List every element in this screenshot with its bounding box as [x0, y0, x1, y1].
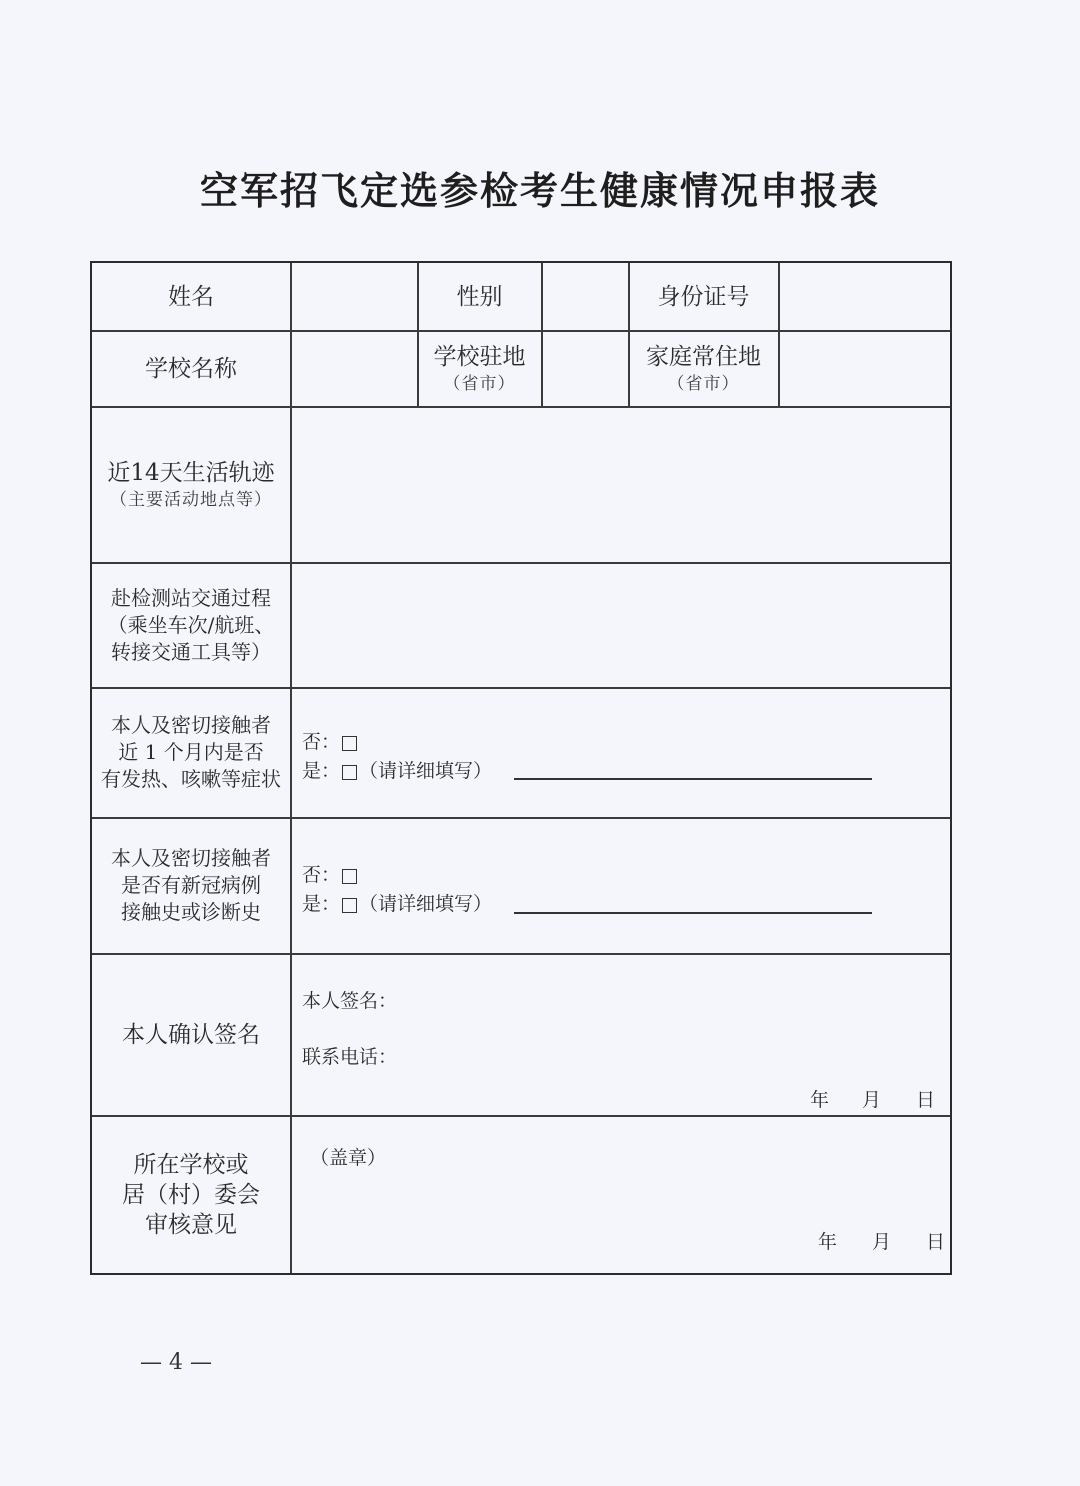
- school-location-field[interactable]: [542, 331, 628, 406]
- trace-label-cell: [92, 407, 290, 562]
- covid-label-line1: 本人及密切接触者: [111, 846, 271, 870]
- school-location-label-cell: [418, 331, 541, 406]
- school-name-label: 学校名称: [145, 355, 237, 382]
- covid-yes-checkbox[interactable]: [342, 898, 357, 913]
- transport-field[interactable]: [291, 563, 949, 687]
- symptom-no-checkbox[interactable]: [342, 736, 357, 751]
- name-label-cell: [92, 263, 290, 330]
- covid-yes-option: [302, 889, 492, 916]
- home-residence-field[interactable]: [779, 331, 949, 406]
- covid-label-line2: 是否有新冠病例: [121, 873, 261, 897]
- transport-label-cell: [92, 563, 290, 687]
- id-number-field[interactable]: [779, 263, 949, 330]
- trace-field[interactable]: [291, 407, 949, 562]
- name-label: 姓名: [168, 283, 214, 310]
- covid-yes-label: 是：: [302, 893, 341, 915]
- symptom-label-line1: 本人及密切接触者: [111, 713, 271, 737]
- covid-yes-note: （请详细填写）: [359, 893, 493, 915]
- covid-no-label: 否：: [302, 864, 341, 886]
- transport-label-line2: （乘坐车次/航班、: [107, 612, 275, 637]
- id-number-label: 身份证号: [657, 283, 750, 310]
- confirm-label-cell: [92, 954, 290, 1115]
- review-label-line2: 居（村）委会: [122, 1182, 260, 1208]
- trace-label: 近14天生活轨迹: [107, 459, 275, 486]
- symptom-yes-label: 是：: [302, 760, 341, 782]
- transport-label-line1: 赴检测站交通过程: [111, 585, 271, 610]
- symptom-no-label: 否：: [302, 731, 341, 753]
- school-location-sub: （省市）: [443, 373, 516, 394]
- school-label-cell: [92, 331, 290, 406]
- school-name-field[interactable]: [291, 331, 417, 406]
- review-label-cell: [92, 1116, 290, 1274]
- covid-no-checkbox[interactable]: [342, 869, 357, 884]
- gender-field[interactable]: [542, 263, 628, 330]
- name-field[interactable]: [291, 263, 417, 330]
- signature-label: 本人签名：: [302, 990, 398, 1012]
- symptom-no-option: [302, 727, 359, 754]
- id-label-cell: [629, 263, 778, 330]
- symptom-label-line2: 近 1 个月内是否: [118, 740, 264, 764]
- health-declaration-form: [90, 261, 952, 1275]
- confirm-label: 本人确认签名: [122, 1021, 260, 1048]
- review-label-line1: 所在学校或: [133, 1152, 249, 1178]
- review-label-line3: 审核意见: [145, 1212, 237, 1238]
- symptom-yes-checkbox[interactable]: [342, 765, 357, 780]
- home-label-cell: [629, 331, 778, 406]
- symptom-label-line3: 有发热、咳嗽等症状: [101, 767, 281, 791]
- symptom-detail-line[interactable]: [514, 778, 872, 780]
- phone-label: 联系电话：: [302, 1046, 398, 1068]
- transport-label-line3: 转接交通工具等）: [111, 639, 271, 664]
- covid-detail-line[interactable]: [514, 912, 872, 914]
- school-location-label: 学校驻地: [433, 343, 526, 370]
- symptom-yes-note: （请详细填写）: [359, 760, 493, 782]
- symptom-yes-option: [302, 756, 492, 783]
- covid-no-option: [302, 860, 359, 887]
- form-title: 空军招飞定选参检考生健康情况申报表: [199, 168, 880, 213]
- symptom-label-cell: [92, 688, 290, 817]
- covid-label-line3: 接触史或诊断史: [121, 900, 261, 924]
- page-number: — 4 —: [140, 1350, 212, 1375]
- confirm-day: 日: [916, 1089, 936, 1111]
- covid-label-cell: [92, 818, 290, 953]
- review-day: 日: [926, 1231, 946, 1253]
- review-year: 年: [818, 1231, 838, 1253]
- gender-label-cell: [418, 263, 541, 330]
- trace-sub: （主要活动地点等）: [110, 489, 272, 510]
- stamp-label: （盖章）: [310, 1147, 387, 1169]
- confirm-month: 月: [862, 1089, 882, 1111]
- review-month: 月: [872, 1231, 892, 1253]
- home-residence-sub: （省市）: [667, 373, 740, 394]
- confirm-year: 年: [810, 1089, 830, 1111]
- home-residence-label: 家庭常住地: [646, 343, 761, 370]
- gender-label: 性别: [456, 283, 503, 310]
